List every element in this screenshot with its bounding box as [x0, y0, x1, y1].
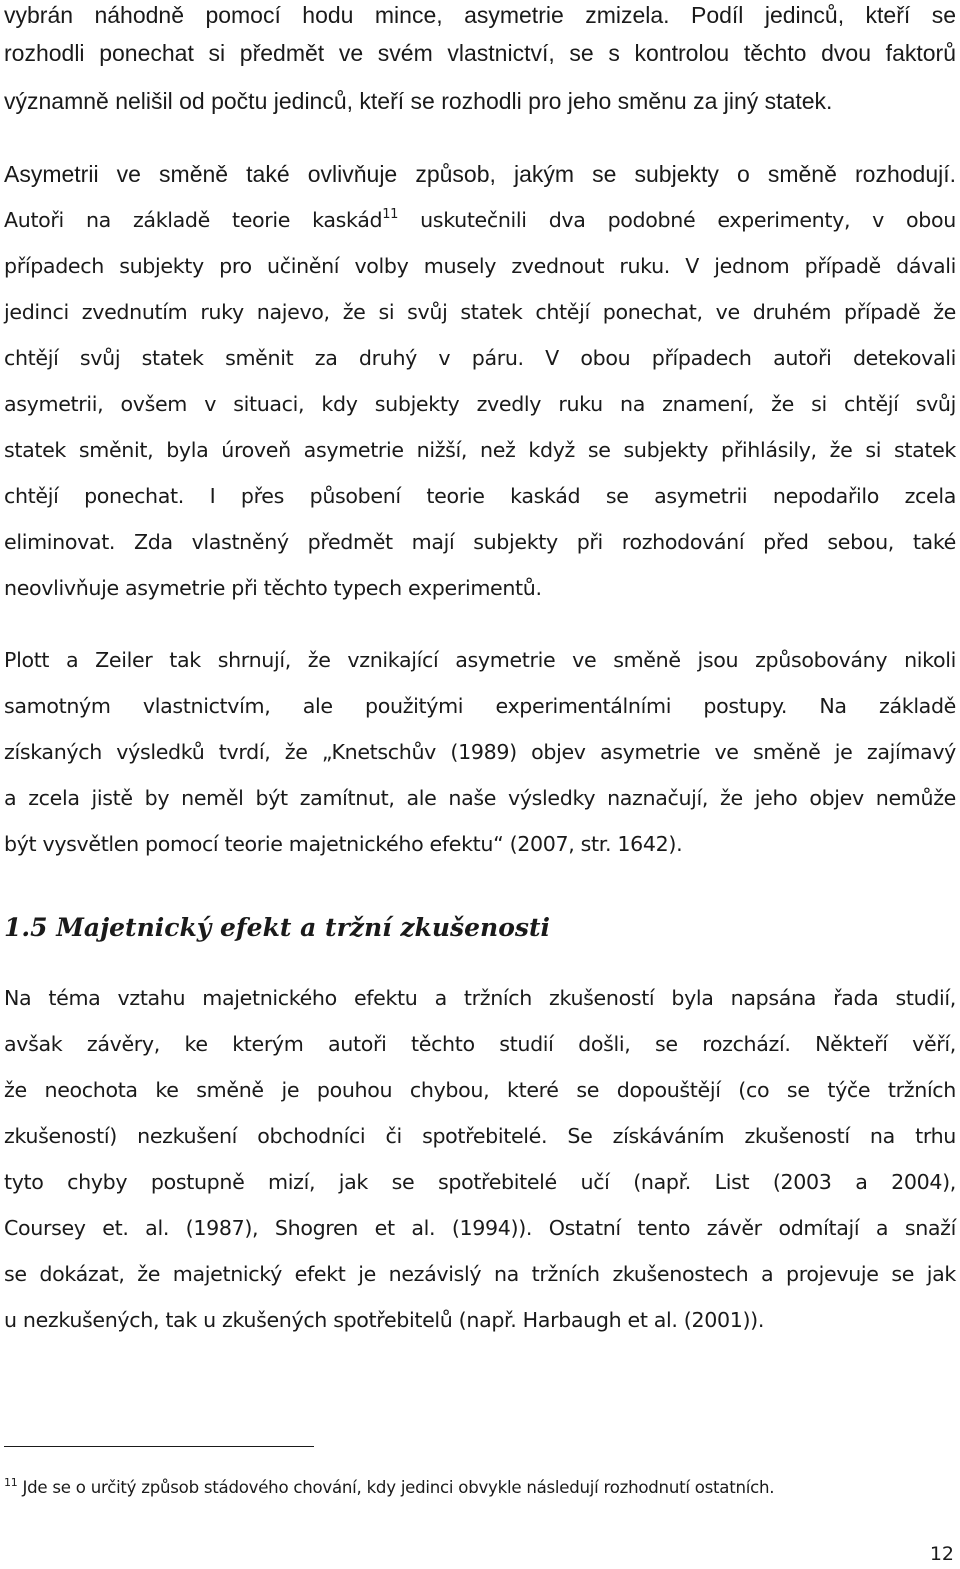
text-segment: uskutečnili dva podobné experimenty, v obou: [398, 208, 956, 232]
text-line: u nezkušených, tak u zkušených spotřebitelů (např. Harbaugh et al. (2001)).: [4, 1308, 765, 1332]
footnote-separator: [4, 1446, 314, 1447]
text-line: chtějí svůj statek směnit za druhý v páru. V obou případech autoři detekovali: [4, 346, 956, 370]
text-line: významně nelišil od počtu jedinců, kteří se rozhodli pro jeho směnu za jiný statek.: [4, 88, 833, 114]
footnote-reference: 11: [382, 207, 399, 222]
text-line: vybrán náhodně pomocí hodu mince, asymetrie zmizela. Podíl jedinců, kteří se: [4, 2, 956, 28]
section-heading: 1.5 Majetnický efekt a tržní zkušenosti: [4, 913, 550, 942]
text-line: avšak závěry, ke kterým autoři těchto studií došli, se rozchází. Někteří věří,: [4, 1032, 956, 1056]
footnote-number: 11: [4, 1476, 18, 1489]
text-line: samotným vlastnictvím, ale použitými experimentálními postupy. Na základě: [4, 694, 956, 718]
text-segment: Autoři na základě teorie kaskád: [4, 208, 383, 232]
text-line: být vysvětlen pomocí teorie majetnického efektu“ (2007, str. 1642).: [4, 832, 683, 856]
text-line: Coursey et. al. (1987), Shogren et al. (1994)). Ostatní tento závěr odmítají a snaží: [4, 1216, 956, 1240]
footnote-text: Jde se o určitý způsob stádového chování, kdy jedinci obvykle následují rozhodnutí ostatních.: [22, 1478, 775, 1497]
text-line: Plott a Zeiler tak shrnují, že vznikající asymetrie ve směně jsou způsobovány nikoli: [4, 648, 956, 672]
text-line: rozhodli ponechat si předmět ve svém vlastnictví, se s kontrolou těchto dvou faktorů: [4, 40, 956, 66]
text-line: se dokázat, že majetnický efekt je nezávislý na tržních zkušenostech a projevuje se jak: [4, 1262, 956, 1286]
text-line: statek směnit, byla úroveň asymetrie nižší, než když se subjekty přihlásily, že si statek: [4, 438, 956, 462]
footnote: [4, 1478, 774, 1497]
text-line: získaných výsledků tvrdí, že „Knetschův (1989) objev asymetrie ve směně je zajímavý: [4, 740, 956, 764]
text-line: tyto chyby postupně mizí, jak se spotřebitelé učí (např. List (2003 a 2004),: [4, 1170, 956, 1194]
text-line-with-footnote: [4, 205, 956, 235]
text-line: asymetrii, ovšem v situaci, kdy subjekty zvedly ruku na znamení, že si chtějí svůj: [4, 392, 956, 416]
text-line: a zcela jistě by neměl být zamítnut, ale naše výsledky naznačují, že jeho objev nemůže: [4, 786, 956, 810]
text-line: případech subjekty pro učinění volby musely zvednout ruku. V jednom případě dávali: [4, 254, 956, 278]
text-line: eliminovat. Zda vlastněný předmět mají subjekty při rozhodování před sebou, také: [4, 530, 956, 554]
text-line: chtějí ponechat. I přes působení teorie kaskád se asymetrii nepodařilo zcela: [4, 484, 956, 508]
text-line: Asymetrii ve směně také ovlivňuje způsob, jakým se subjekty o směně rozhodují.: [4, 161, 956, 187]
text-line: zkušeností) nezkušení obchodníci či spotřebitelé. Se získáváním zkušeností na trhu: [4, 1124, 956, 1148]
text-line: Na téma vztahu majetnického efektu a tržních zkušeností byla napsána řada studií,: [4, 986, 956, 1010]
text-line: jedinci zvednutím ruky najevo, že si svůj statek chtějí ponechat, ve druhém případě že: [4, 300, 956, 324]
page-number: 12: [929, 1543, 954, 1565]
text-line: že neochota ke směně je pouhou chybou, které se dopouštějí (co se týče tržních: [4, 1078, 956, 1102]
text-line: neovlivňuje asymetrie při těchto typech experimentů.: [4, 576, 542, 600]
